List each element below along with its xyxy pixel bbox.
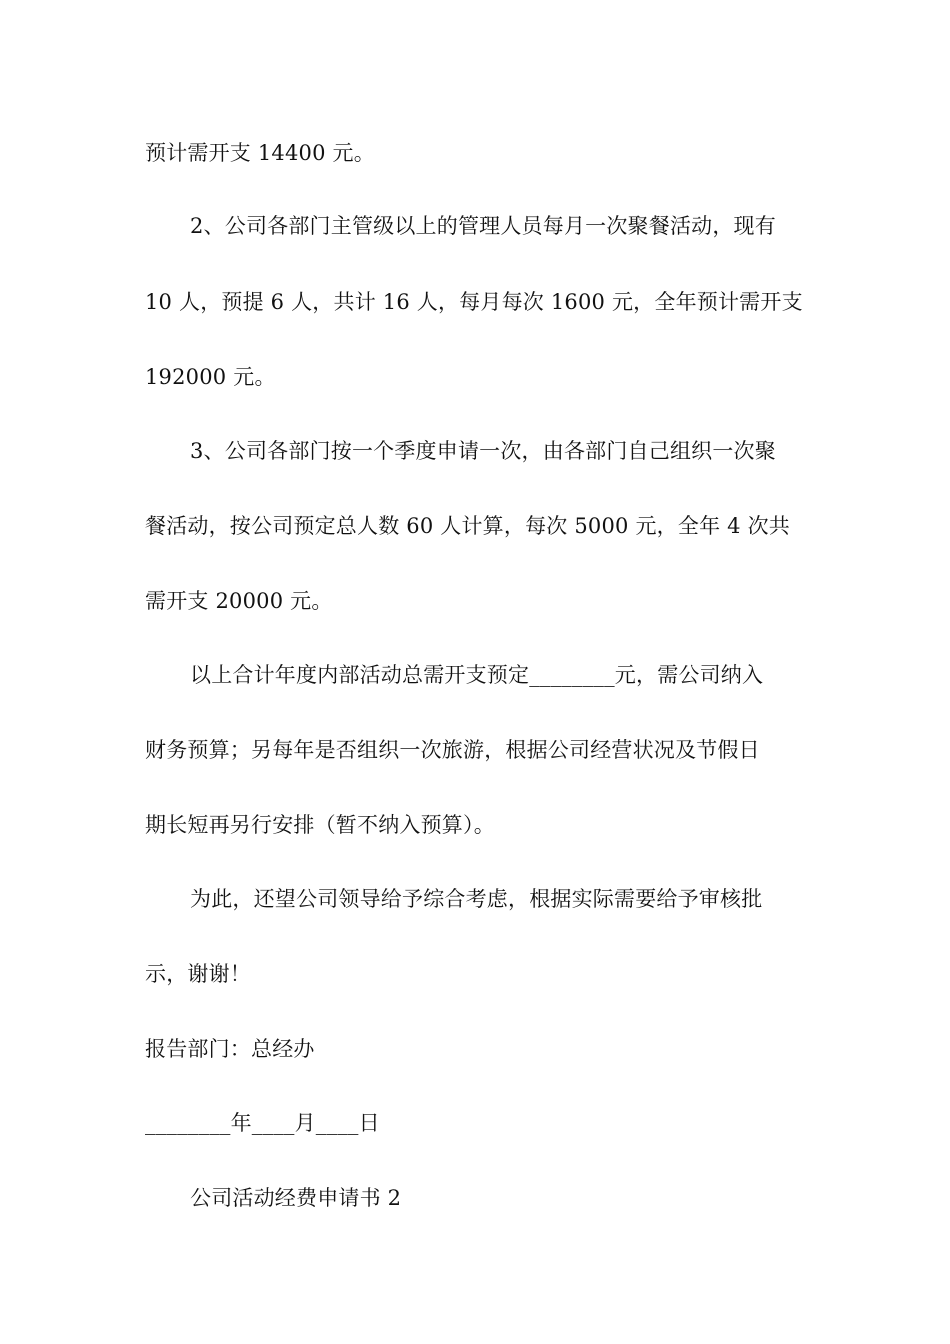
section-heading: 公司活动经费申请书 2	[190, 1186, 402, 1210]
paragraph-line: 期长短再另行安排（暂不纳入预算）。	[145, 813, 495, 837]
paragraph-line: 为此，还望公司领导给予综合考虑，根据实际需要给予审核批	[190, 887, 763, 911]
paragraph-line: 192000 元。	[145, 365, 276, 389]
paragraph-line: 2、公司各部门主管级以上的管理人员每月一次聚餐活动，现有	[190, 214, 776, 238]
paragraph-line: 以上合计年度内部活动总需开支预定________元，需公司纳入	[190, 663, 764, 687]
paragraph-line: 10 人，预提 6 人，共计 16 人，每月每次 1600 元，全年预计需开支	[145, 290, 803, 314]
paragraph-line: 餐活动，按公司预定总人数 60 人计算，每次 5000 元，全年 4 次共	[145, 514, 790, 538]
report-department: 报告部门：总经办	[145, 1037, 315, 1061]
paragraph-line: 3、公司各部门按一个季度申请一次，由各部门自己组织一次聚	[190, 439, 776, 463]
paragraph-line: 示，谢谢！	[145, 962, 251, 986]
paragraph-line: 财务预算；另每年是否组织一次旅游，根据公司经营状况及节假日	[145, 738, 760, 762]
date-line: ________年____月____日	[145, 1111, 380, 1135]
paragraph-line: 预计需开支 14400 元。	[145, 141, 375, 165]
paragraph-line: 需开支 20000 元。	[145, 589, 333, 613]
